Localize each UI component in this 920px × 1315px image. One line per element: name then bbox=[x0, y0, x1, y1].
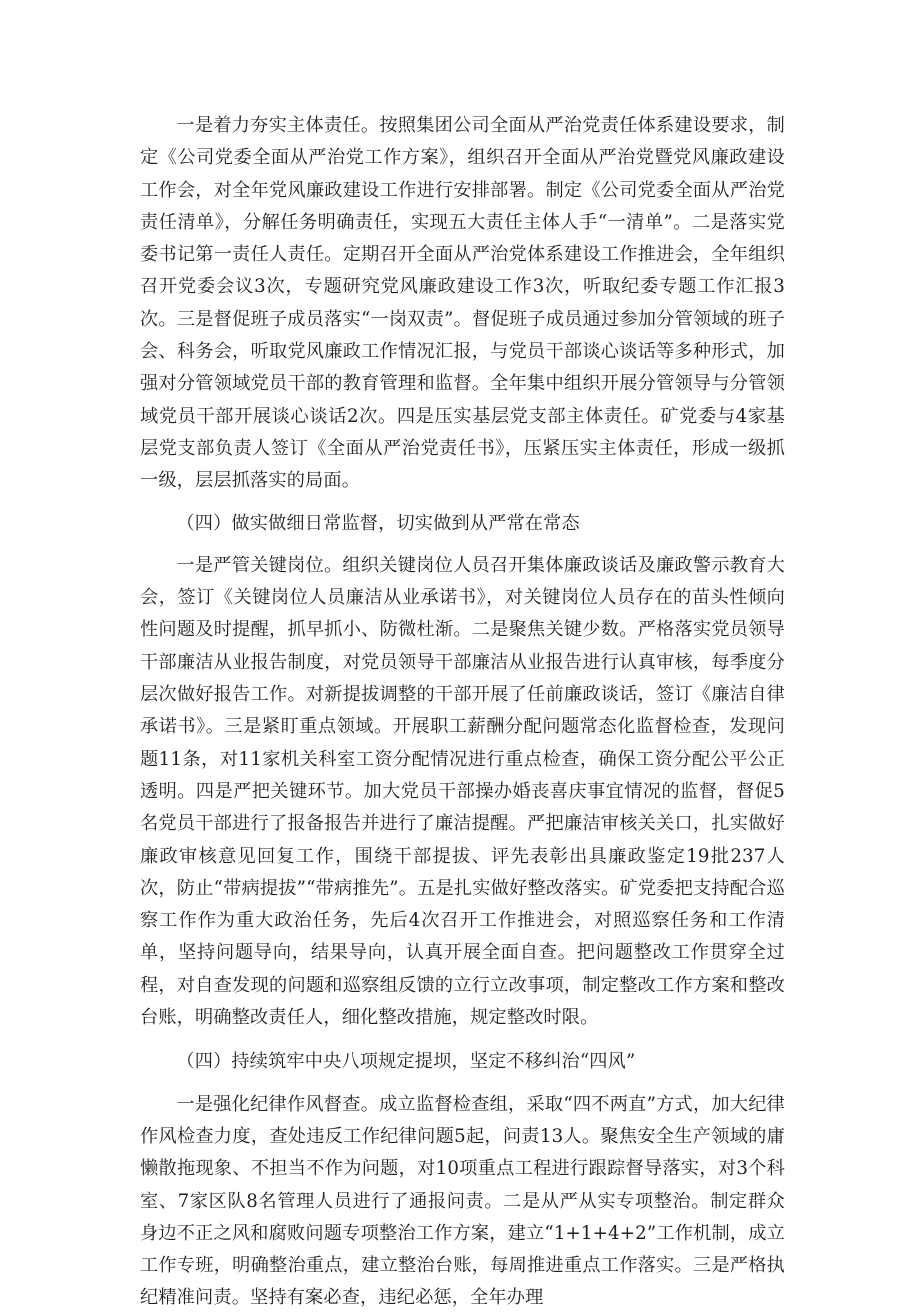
document-body bbox=[140, 110, 785, 1315]
paragraph-eight-regulations: 一是强化纪律作风督查。成立监督检查组，采取“四不两直”方式，加大纪律作风检查力度，查处违反工作纪律问题5起，问责13人。聚焦安全生产领域的庸懒散拖现象、不担当不作为问题，对10项重点工程进行跟踪督导落实，对3个科室、7家区队8名管理人员进行了通报问责。二是从严从实专项整治。制定群众身边不正之风和腐败问题专项整治工作方案，建立“1+1+4+2”工作机制，成立工作专班，明确整治重点，建立整治台账，每周推进重点工作落实。三是严格执纪精准问责。坚持有案必查，违纪必惩，全年办理 bbox=[140, 1093, 785, 1309]
paragraph-daily-supervision: 一是严管关键岗位。组织关键岗位人员召开集体廉政谈话及廉政警示教育大会，签订《关键岗位人员廉洁从业承诺书》，对关键岗位人员存在的苗头性倾向性问题及时提醒，抓早抓小、防微杜渐。二是聚焦关键少数。严格落实党员领导干部廉洁从业报告制度，对党员领导干部廉洁从业报告进行认真审核，每季度分层次做好报告工作。对新提拔调整的干部开展了任前廉政谈话，签订《廉洁自律承诺书》。三是紧盯重点领域。开展职工薪酬分配问题常态化监督检查，发现问题11条，对11家机关科室工资分配情况进行重点检查，确保工资分配公平公正透明。四是严把关键环节。加大党员干部操办婚丧喜庆事宜情况的监督，督促5名党员干部进行了报备报告并进行了廉洁提醒。严把廉洁审核关关口，扎实做好廉政审核意见回复工作，围绕干部提拔、评先表彰出具廉政鉴定19批237人次，防止“带病提拔”“带病推先”。五是扎实做好整改落实。矿党委把支持配合巡察工作作为重大政治任务，先后4次召开工作推进会，对照巡察任务和工作清单，坚持问题导向，结果导向，认真开展全面自查。把问题整改工作贯穿全过程，对自查发现的问题和巡察组反馈的立行立改事项，制定整改工作方案和整改台账，明确整改责任人，细化整改措施，规定整改时限。 bbox=[140, 554, 785, 1029]
section-heading-eight-regulations: （四）持续筑牢中央八项规定提坝，坚定不移纠治“四风” bbox=[176, 1051, 636, 1073]
paragraph-main-responsibility: 一是着力夯实主体责任。按照集团公司全面从严治党责任体系建设要求，制定《公司党委全面从严治党工作方案》，组织召开全面从严治党暨党风廉政建设工作会，对全年党风廉政建设工作进行安排部署。制定《公司党委全面从严治党责任清单》，分解任务明确责任，实现五大责任主体人手“一清单”。二是落实党委书记第一责任人责任。定期召开全面从严治党体系建设工作推进会，全年组织召开党委会议3次，专题研究党风廉政建设工作3次，听取纪委专题工作汇报3次。三是督促班子成员落实“一岗双责”。督促班子成员通过参加分管领域的班子会、科务会，听取党风廉政工作情况汇报，与党员干部谈心谈话等多种形式，加强对分管领域党员干部的教育管理和监督。全年集中组织开展分管领导与分管领域党员干部开展谈心谈话2次。四是压实基层党支部主体责任。矿党委与4家基层党支部负责人签订《全面从严治党责任书》，压紧压实主体责任，形成一级抓一级，层层抓落实的局面。 bbox=[140, 115, 785, 492]
section-heading-daily-supervision: （四）做实做细日常监督，切实做到从严常在常态 bbox=[176, 512, 580, 534]
